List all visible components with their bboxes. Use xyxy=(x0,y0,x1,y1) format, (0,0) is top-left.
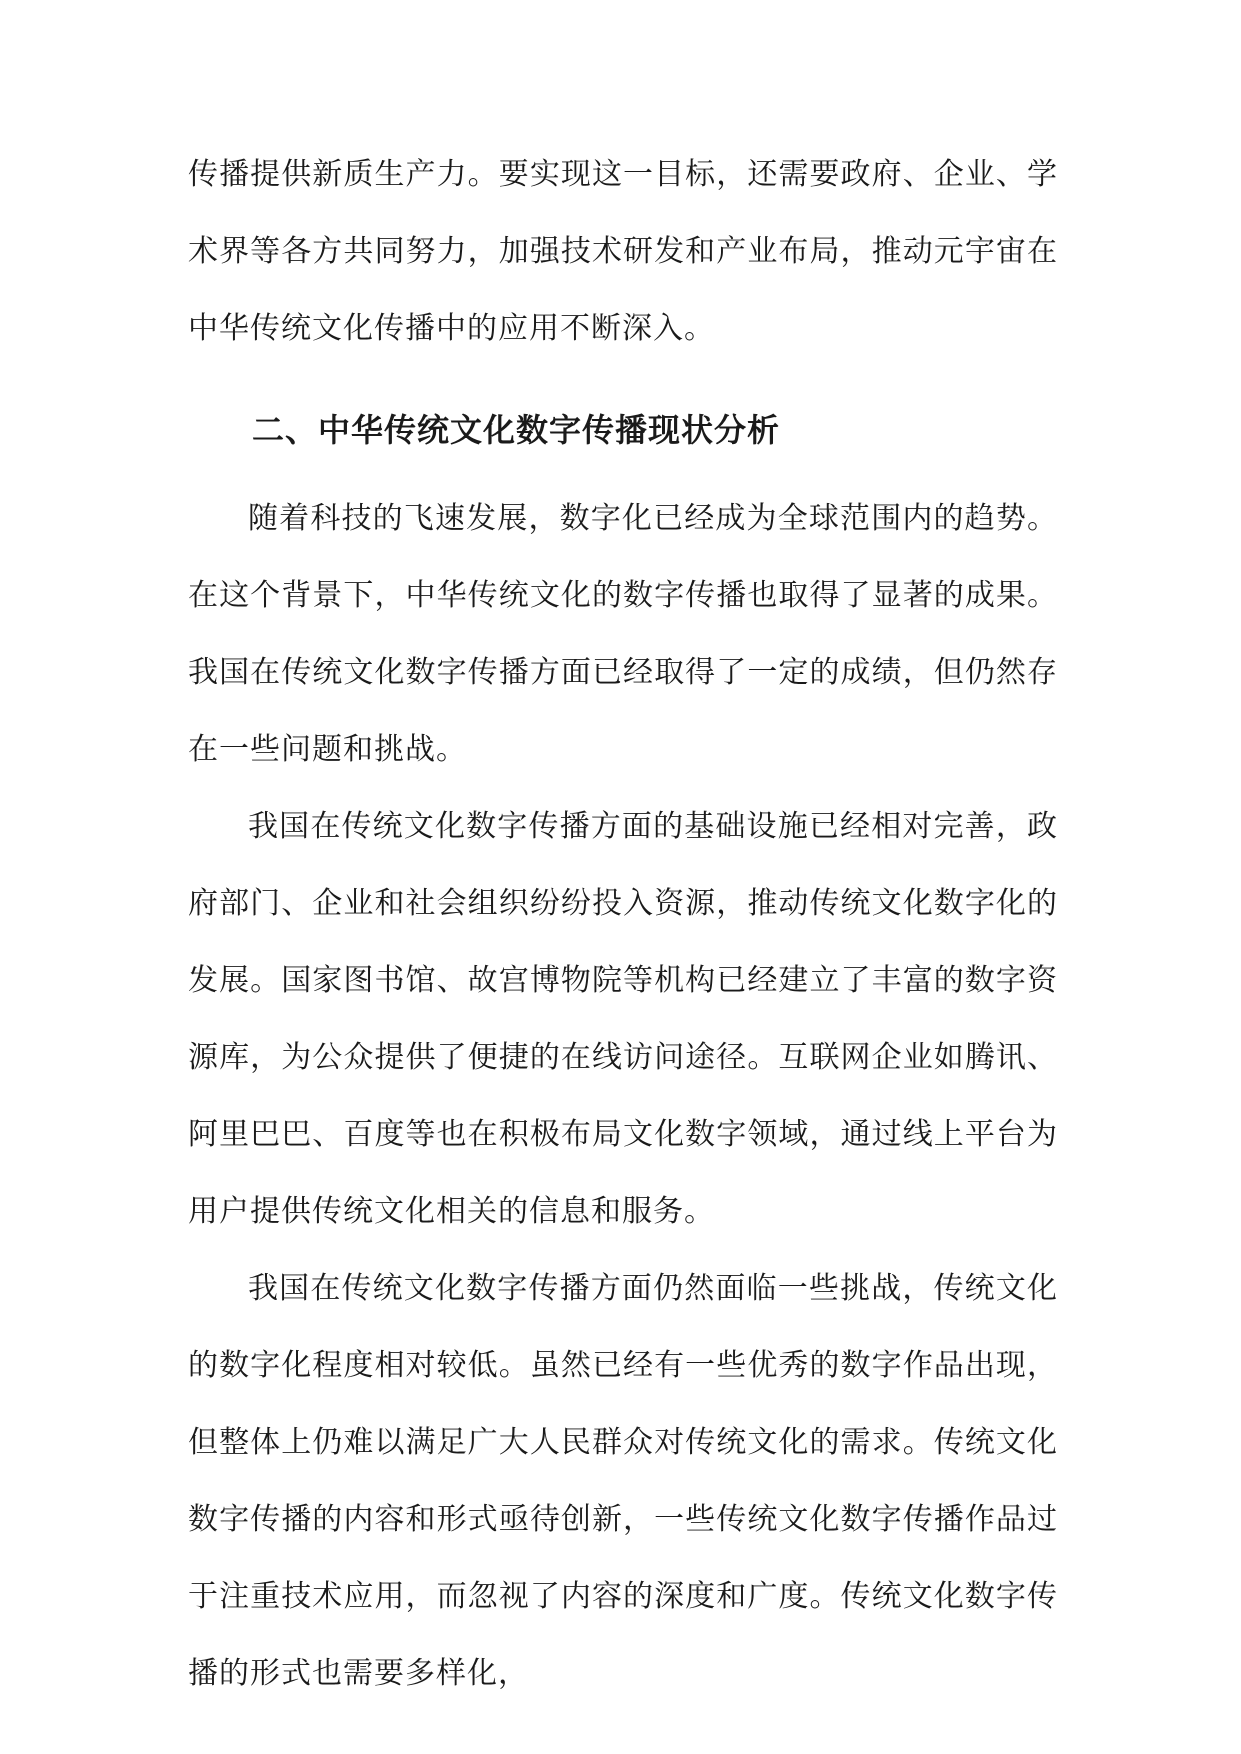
continued-text-block xyxy=(188,136,1058,367)
body-paragraph-3: 我国在传统文化数字传播方面仍然面临一些挑战，传统文化的数字化程度相对较低。虽然已经有一些优秀的数字作品出现，但整体上仍难以满足广大人民群众对传统文化的需求。传统文化数字传播的内容和形式亟待创新，一些传统文化数字传播作品过于注重技术应用，而忽视了内容的深度和广度。传统文化数字传播的形式也需要多样化， xyxy=(188,1271,1058,1691)
section-heading: 二、中华传统文化数字传播现状分析 xyxy=(252,411,781,449)
body-paragraph-1: 随着科技的飞速发展，数字化已经成为全球范围内的趋势。在这个背景下，中华传统文化的数字传播也取得了显著的成果。我国在传统文化数字传播方面已经取得了一定的成绩，但仍然存在一些问题和挑战。 xyxy=(188,501,1058,767)
section-body xyxy=(188,480,1058,1712)
body-paragraph-2: 我国在传统文化数字传播方面的基础设施已经相对完善，政府部门、企业和社会组织纷纷投入资源，推动传统文化数字化的发展。国家图书馆、故宫博物院等机构已经建立了丰富的数字资源库，为公众提供了便捷的在线访问途径。互联网企业如腾讯、阿里巴巴、百度等也在积极布局文化数字领域，通过线上平台为用户提供传统文化相关的信息和服务。 xyxy=(188,809,1058,1229)
continued-paragraph: 传播提供新质生产力。要实现这一目标，还需要政府、企业、学术界等各方共同努力，加强技术研发和产业布局，推动元宇宙在中华传统文化传播中的应用不断深入。 xyxy=(188,157,1058,346)
